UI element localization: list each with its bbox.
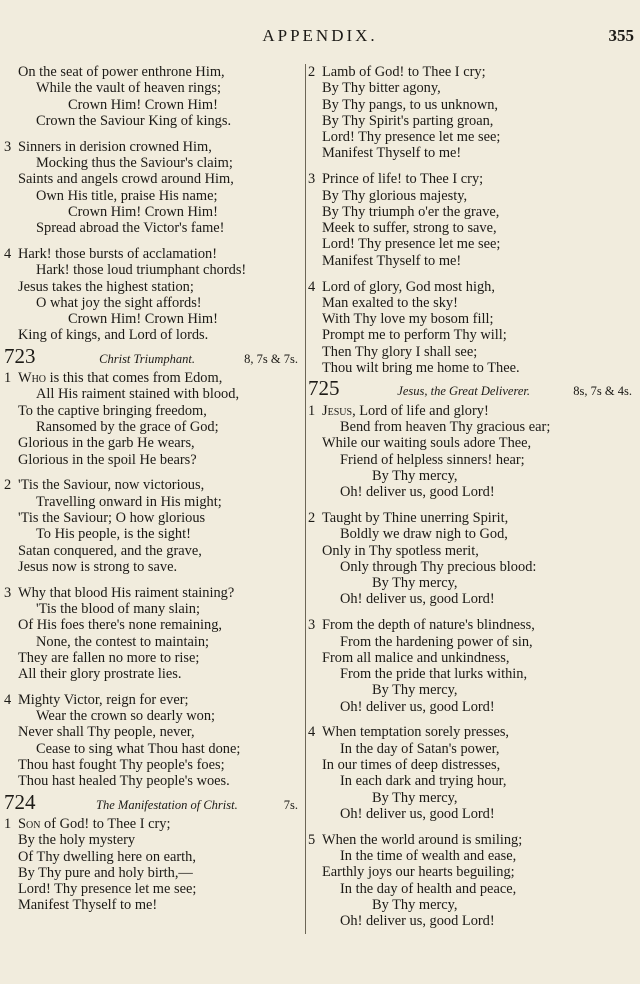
first-word: Son [18,815,41,832]
stanza-gap [4,575,304,585]
verse-line [308,295,638,311]
verse-text: Spread abroad the Victor's fame! [36,220,225,237]
verse-line [4,666,304,682]
verse-text: By Thy mercy, [372,789,458,806]
verse-line [308,344,638,360]
verse-text: Oh! deliver us, good Lord! [340,484,495,501]
verse-line [308,452,638,468]
verse-text: Hark! those loud triumphant chords! [36,262,247,279]
verse-line [4,585,304,601]
verse-line [4,757,304,773]
hymn-number: 723 [4,343,36,368]
first-word: Who [18,370,47,387]
stanza-number: 2 [4,477,12,494]
verse-line [4,617,304,633]
verse-line [308,97,638,113]
verse-text: Lord of glory, God most high, [322,278,495,295]
verse-line [4,773,304,789]
hymn-meter: 8, 7s & 7s. [244,351,298,366]
verse-line [308,848,638,864]
verse-line [308,682,638,698]
verse-line [4,494,304,510]
verse-text: Friend of helpless sinners! hear; [340,451,525,468]
verse-line [308,327,638,343]
verse-text: Crown Him! Crown Him! [68,203,218,220]
verse-line [4,204,304,220]
verse-line [308,311,638,327]
stanza-number: 3 [308,617,316,634]
stanza-number: 4 [308,724,316,741]
verse-text: Earthly joys our hearts beguiling; [322,864,515,881]
verse-text: All His raiment stained with blood, [36,386,240,403]
verse-text: Crown Him! Crown Him! [68,96,218,113]
stanza-number: 2 [308,509,316,526]
verse-text: Taught by Thine unerring Spirit, [322,509,509,526]
verse-text: On the seat of power enthrone Him, [18,64,225,80]
verse-line [308,279,638,295]
verse-text: When temptation sorely presses, [322,724,510,741]
stanza-gap [308,715,638,725]
verse-line [308,526,638,542]
verse-line [308,913,638,929]
verse-line [308,575,638,591]
verse-line [4,435,304,451]
verse-text: While our waiting souls adore Thee, [322,435,532,452]
stanza-number: 1 [4,370,12,387]
verse-line [4,526,304,542]
stanza-gap [308,269,638,279]
verse-text: Never shall Thy people, never, [18,724,195,741]
verse-line [4,897,304,913]
verse-text: Why that blood His raiment staining? [18,584,235,601]
hymn-header [308,376,638,401]
hymn-meter: 8s, 7s & 4s. [573,384,632,399]
verse-text: 'Tis the Saviour; O how glorious [18,509,206,526]
verse-line [4,510,304,526]
verse-text: By the holy mystery [18,832,136,849]
stanza-gap [308,822,638,832]
verse-text: Manifest Thyself to me! [322,145,462,162]
page-number: 355 [608,26,634,45]
verse-text: By Thy mercy, [372,467,458,484]
verse-text: Jesus now is strong to save. [18,558,178,575]
verse-text: Glorious in the spoil He bears? [18,451,197,468]
stanza-number: 4 [4,691,12,708]
verse-line [4,64,304,80]
verse-line [308,790,638,806]
verse-line [308,881,638,897]
verse-line [308,360,638,376]
verse-text: Manifest Thyself to me! [18,897,158,914]
hymn-title: Christ Triumphant. [99,351,196,366]
verse-line [308,757,638,773]
verse-line [308,419,638,435]
stanza-number: 1 [4,815,12,832]
verse-line [308,510,638,526]
verse-text: 'Tis the Saviour, now victorious, [18,477,205,494]
stanza-gap [308,608,638,618]
verse-text: By Thy triumph o'er the grave, [322,203,500,220]
verse-text: Ransomed by the grace of God; [36,418,219,435]
verse-text: O what joy the sight affords! [36,294,202,311]
verse-text: Thou wilt bring me home to Thee. [322,360,520,377]
stanza-gap [4,682,304,692]
verse-line [4,650,304,666]
verse-line [308,864,638,880]
verse-line [4,311,304,327]
verse-text: By Thy Spirit's parting groan, [322,112,494,129]
verse-text: Hark! those bursts of acclamation! [18,245,218,262]
verse-text: Lord! Thy presence let me see; [322,129,501,146]
verse-line [308,403,638,419]
verse-line [4,741,304,757]
verse-text: Only in Thy spotless merit, [322,542,479,559]
hymn-title: Jesus, the Great Deliverer. [397,384,530,399]
verse-line [308,832,638,848]
hymn-number: 725 [308,376,340,401]
verse-text: , Lord of life and glory! [352,402,489,419]
verse-line [4,262,304,278]
verse-text: In the time of wealth and ease, [340,848,517,865]
verse-line [4,559,304,575]
verse-text: None, the contest to maintain; [36,633,210,650]
verse-text: While the vault of heaven rings; [36,80,222,97]
verse-text: Crown the Saviour King of kings. [36,112,232,129]
verse-text: Oh! deliver us, good Lord! [340,805,495,822]
verse-line [4,403,304,419]
verse-line [4,601,304,617]
verse-line [4,543,304,559]
verse-line [4,327,304,343]
verse-line [308,543,638,559]
verse-text: Mighty Victor, reign for ever; [18,691,189,708]
verse-text: In each dark and trying hour, [340,773,507,790]
column-divider [305,64,306,934]
verse-text: By Thy glorious majesty, [322,187,468,204]
page-header [0,26,640,52]
verse-line [4,188,304,204]
verse-text: Oh! deliver us, good Lord! [340,591,495,608]
verse-line [4,295,304,311]
verse-text: By Thy pure and holy birth,— [18,864,193,881]
verse-line [4,155,304,171]
verse-text: By Thy bitter agony, [322,80,441,97]
verse-line [308,484,638,500]
verse-line [4,816,304,832]
verse-line [308,64,638,80]
verse-text: Crown Him! Crown Him! [68,311,218,328]
stanza-number: 1 [308,402,316,419]
stanza-number: 3 [308,171,316,188]
verse-text: Man exalted to the sky! [322,294,458,311]
verse-line [4,279,304,295]
verse-text: Travelling onward in His might; [36,493,222,510]
stanza-number: 4 [4,245,12,262]
stanza-number: 2 [308,64,316,80]
verse-line [4,692,304,708]
verse-text: Prompt me to perform Thy will; [322,327,507,344]
first-word: Jesus [322,402,353,419]
stanza-gap [308,162,638,172]
verse-line [4,171,304,187]
verse-text: By Thy mercy, [372,575,458,592]
verse-text: Thou hast fought Thy people's foes; [18,757,225,774]
verse-line [308,617,638,633]
hymn-header [4,789,304,814]
verse-text: Oh! deliver us, good Lord! [340,913,495,930]
hymn-meter: 7s. [283,797,298,812]
verse-line [4,708,304,724]
hymn-number: 724 [4,789,36,814]
verse-text: Wear the crown so dearly won; [36,708,216,725]
hymn-title: The Manifestation of Christ. [96,797,238,812]
verse-line [4,865,304,881]
verse-text: Lord! Thy presence let me see; [322,236,501,253]
verse-line [308,468,638,484]
verse-line [308,113,638,129]
verse-line [308,897,638,913]
verse-text: Of Thy dwelling here on earth, [18,848,196,865]
verse-text: Glorious in the garb He wears, [18,435,195,452]
verse-line [308,204,638,220]
verse-line [308,236,638,252]
verse-line [4,419,304,435]
verse-text: From the hardening power of sin, [340,633,533,650]
verse-line [4,634,304,650]
verse-text: Manifest Thyself to me! [322,252,462,269]
verse-text: All their glory prostrate lies. [18,666,182,683]
verse-text: By Thy mercy, [372,682,458,699]
left-column [4,64,304,914]
verse-line [308,145,638,161]
verse-line [308,435,638,451]
verse-text: To His people, is the sight! [36,526,191,543]
verse-line [4,139,304,155]
verse-line [308,724,638,740]
verse-text: Satan conquered, and the grave, [18,542,202,559]
verse-text: Only through Thy precious blood: [340,558,537,575]
verse-text: In the day of health and peace, [340,880,517,897]
verse-text: Meek to suffer, strong to save, [322,220,497,237]
verse-text: 'Tis the blood of many slain; [36,600,200,617]
verse-line [308,253,638,269]
verse-text: They are fallen no more to rise; [18,649,200,666]
hymn-header [4,343,304,368]
verse-text: From the depth of nature's blindness, [322,617,535,634]
verse-text: Thou hast healed Thy people's woes. [18,773,230,790]
verse-text: Saints and angels crowd around Him, [18,171,234,188]
verse-line [308,559,638,575]
verse-text: Own His title, praise His name; [36,187,218,204]
verse-line [308,80,638,96]
verse-line [4,477,304,493]
stanza-gap [308,500,638,510]
verse-text: is this that comes from Edom, [46,370,223,387]
verse-text: Prince of life! to Thee I cry; [322,171,484,188]
stanza-number: 3 [4,584,12,601]
verse-line [4,113,304,129]
verse-text: In the day of Satan's power, [340,740,500,757]
verse-line [308,220,638,236]
stanza-number: 4 [308,278,316,295]
verse-text: From all malice and unkindness, [322,649,510,666]
verse-line [4,97,304,113]
verse-text: To the captive bringing freedom, [18,402,207,419]
verse-line [4,370,304,386]
verse-text: Oh! deliver us, good Lord! [340,698,495,715]
verse-line [308,699,638,715]
verse-line [4,849,304,865]
verse-text: In our times of deep distresses, [322,757,501,774]
verse-text: Sinners in derision crowned Him, [18,138,212,155]
verse-text: When the world around is smiling; [322,831,523,848]
verse-line [308,773,638,789]
stanza-gap [4,129,304,139]
verse-text: Lamb of God! to Thee I cry; [322,64,486,80]
verse-line [4,832,304,848]
verse-text: With Thy love my bosom fill; [322,311,494,328]
verse-line [4,386,304,402]
verse-line [308,666,638,682]
verse-line [308,634,638,650]
verse-line [308,171,638,187]
verse-line [308,741,638,757]
verse-text: Jesus takes the highest station; [18,278,194,295]
verse-line [308,806,638,822]
verse-text: By Thy mercy, [372,896,458,913]
verse-line [4,220,304,236]
verse-text: Bend from heaven Thy gracious ear; [340,418,551,435]
verse-line [308,188,638,204]
running-title: APPENDIX. [262,26,378,45]
right-column [308,64,638,930]
verse-text: Mocking thus the Saviour's claim; [36,154,233,171]
verse-text: King of kings, and Lord of lords. [18,327,209,344]
verse-text: Lord! Thy presence let me see; [18,881,197,898]
verse-text: Boldly we draw nigh to God, [340,526,508,543]
stanza-number: 5 [308,831,316,848]
verse-text: Cease to sing what Thou hast done; [36,740,241,757]
verse-text: By Thy pangs, to us unknown, [322,96,499,113]
verse-line [4,881,304,897]
verse-text: Then Thy glory I shall see; [322,343,478,360]
verse-line [4,724,304,740]
verse-line [4,452,304,468]
verse-line [4,80,304,96]
verse-line [308,591,638,607]
stanza-gap [4,236,304,246]
verse-line [4,246,304,262]
verse-line [308,129,638,145]
stanza-number: 3 [4,138,12,155]
verse-text: Of His foes there's none remaining, [18,617,223,634]
stanza-gap [4,468,304,478]
verse-text: of God! to Thee I cry; [40,815,171,832]
verse-text: From the pride that lurks within, [340,666,528,683]
verse-line [308,650,638,666]
